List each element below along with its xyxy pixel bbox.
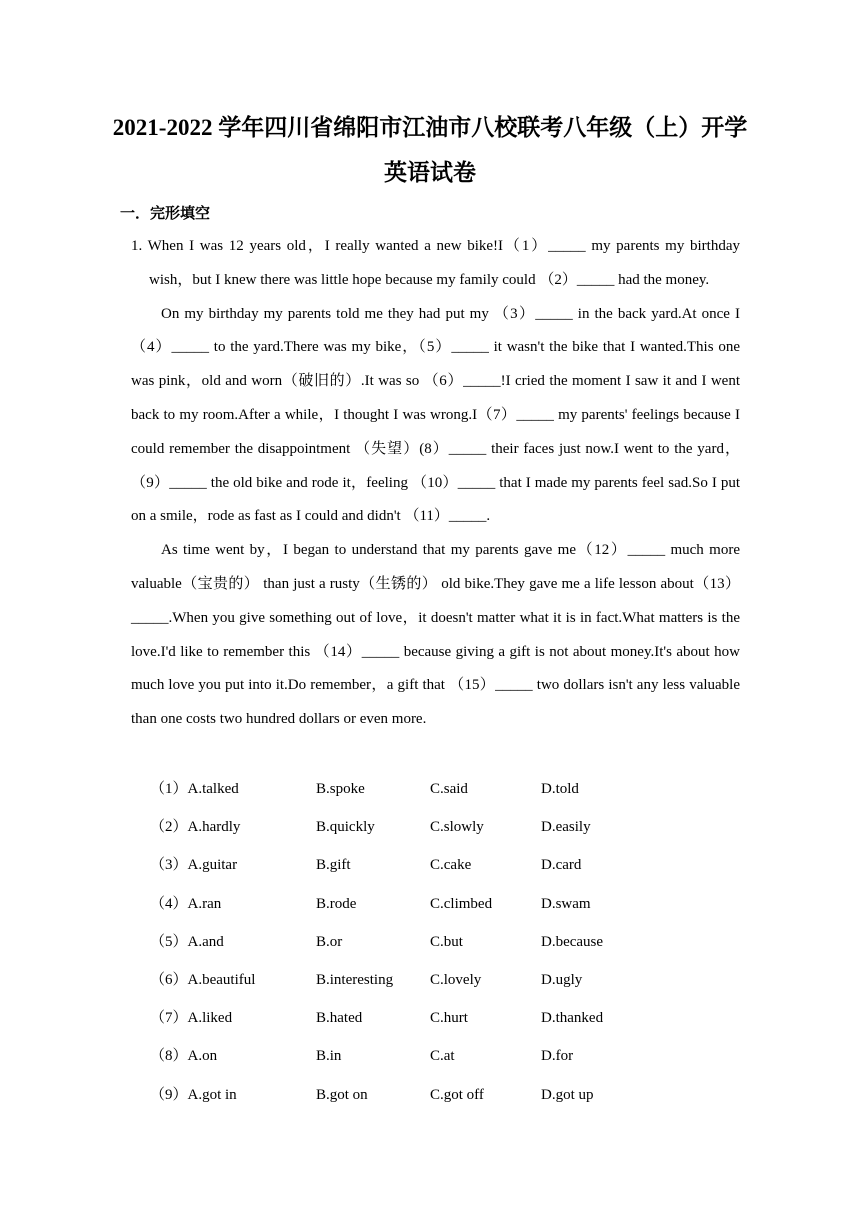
option-c: C.cake [430,857,472,874]
option-row [150,1037,750,1075]
option-d: D.easily [541,819,591,836]
option-a: （5）A.and [150,933,224,950]
option-row [150,808,750,846]
passage-paragraph-2: On my birthday my parents told me they had put my （3）_____ in the back yard.At once I（4）_____ to the yard.There was my bike，（5）_____ it wasn't the bike that I wanted.This one was pink，old and worn（破旧的）.It was so （6）_____!I cried the moment I saw it and I went back to my room.After a while，I thought I was wrong.I（7）_____ my parents' feelings because I could remember the disappointment （失望）(8）_____ their faces just now.I went to the yard，（9）_____ the old bike and rode it，feeling （10）_____ that I made my parents feel sad.So I put on a smile，rode as fast as I could and didn't （11）_____. [131,305,740,525]
option-c: C.slowly [430,819,484,836]
exam-title-line2: 英语试卷 [384,160,476,185]
option-b: B.got on [316,1086,368,1103]
option-a: （3）A.guitar [150,857,238,874]
option-b: B.or [316,933,343,950]
option-a: （8）A.on [150,1048,218,1065]
option-c: C.climbed [430,895,493,912]
option-a: （1）A.talked [150,781,239,797]
option-row [150,885,750,923]
passage-paragraph-3: As time went by，I began to understand that my parents gave me（12）_____ much more valuable（宝贵的） than just a rusty（生锈的） old bike.They gave me a life lesson about（13）_____.When you give something out of love，it doesn't matter what it is in fact.What matters is the love.I'd like to remember this （14）_____ because giving a gift is not about money.It's about how much love you put into it.Do remember，a gift that （15）_____ two dollars isn't any less valuable than one costs two hundred dollars or even more. [131,542,740,728]
option-row [150,961,750,999]
option-a: （4）A.ran [150,895,222,912]
option-d: D.swam [541,895,591,912]
option-b: B.interesting [316,971,394,988]
option-d: D.because [541,933,604,950]
passage-paragraph-1: 1. When I was 12 years old，I really wanted a new bike!I（1）_____ my parents my birthday wish，but I knew there was little hope because my family could （2）_____ had the money. [131,238,740,288]
option-d: D.ugly [541,971,583,988]
option-c: C.said [430,781,468,797]
option-d: D.got up [541,1086,594,1103]
option-c: C.at [430,1048,455,1065]
answer-options [150,770,750,1114]
option-a: （6）A.beautiful [150,971,256,988]
option-row [150,846,750,884]
option-b: B.in [316,1048,342,1065]
exam-title-line1: 2021-2022 学年四川省绵阳市江油市八校联考八年级（上）开学 [112,115,748,140]
option-b: B.quickly [316,819,375,836]
section-heading: 一．完形填空 [120,204,211,222]
option-row [150,770,750,808]
option-c: C.lovely [430,971,482,988]
option-b: B.rode [316,895,357,912]
option-b: B.hated [316,1010,363,1027]
option-c: C.hurt [430,1010,468,1027]
option-d: D.thanked [541,1010,604,1027]
option-c: C.got off [430,1086,484,1103]
option-d: D.told [541,781,579,797]
option-a: （9）A.got in [150,1086,237,1103]
cloze-passage [131,230,740,737]
option-c: C.but [430,933,463,950]
option-a: （2）A.hardly [150,819,241,836]
option-row [150,923,750,961]
option-d: D.for [541,1048,574,1065]
option-b: B.gift [316,857,351,874]
option-a: （7）A.liked [150,1010,233,1027]
option-b: B.spoke [316,781,365,797]
option-row [150,1076,750,1114]
option-row [150,999,750,1037]
option-d: D.card [541,857,582,874]
